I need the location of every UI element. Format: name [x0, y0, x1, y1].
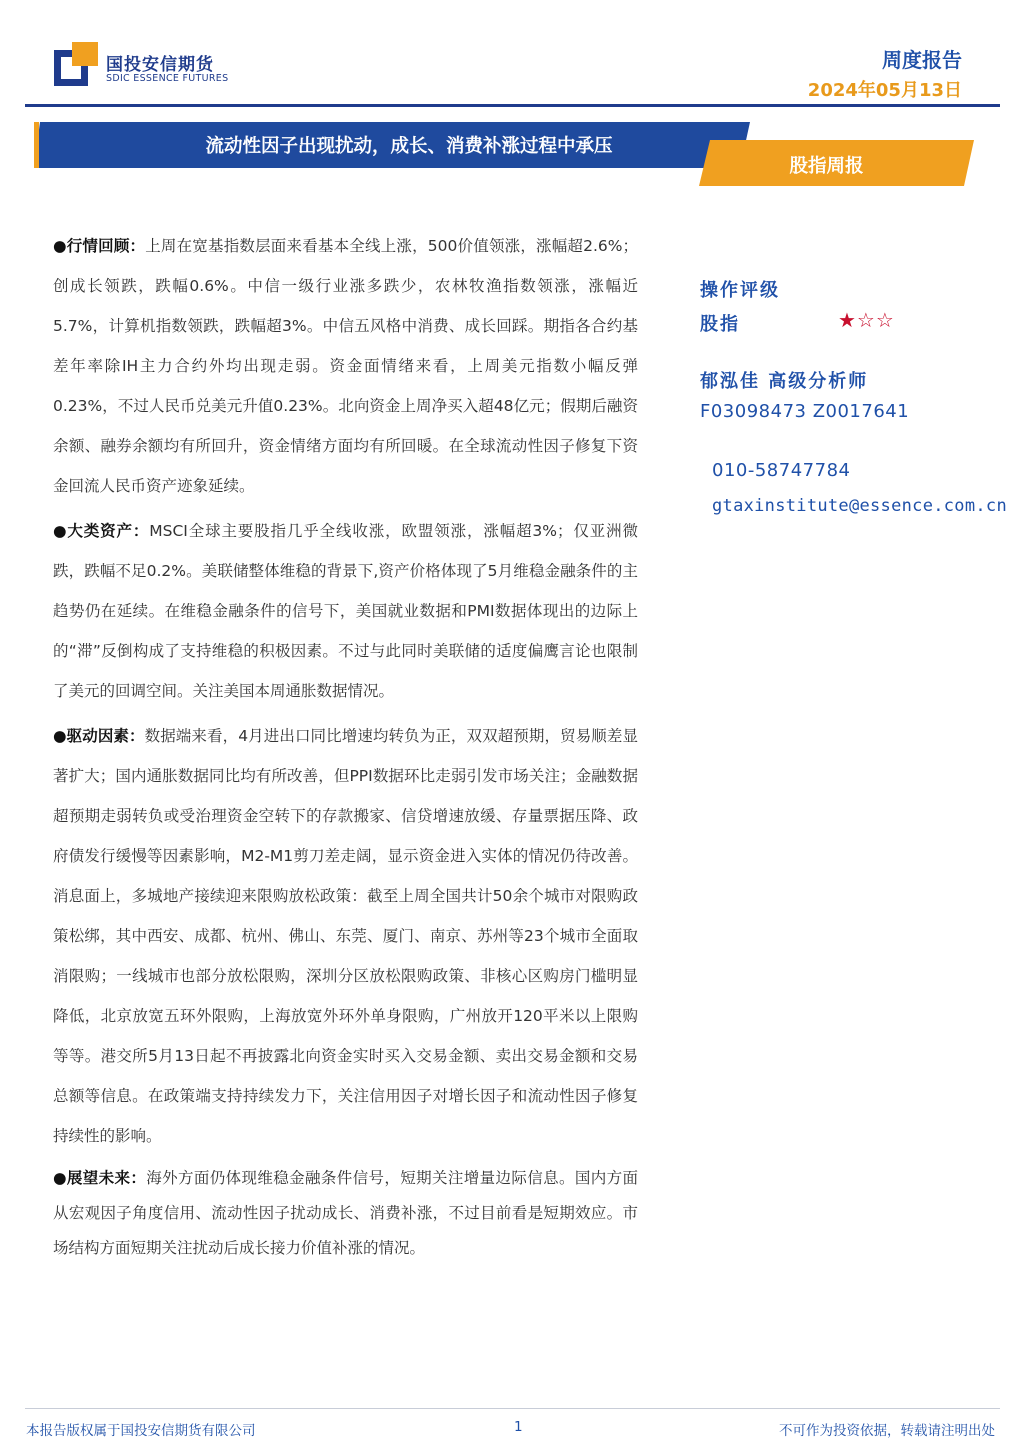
- logo-text-cn: 国投安信期货: [106, 55, 214, 75]
- paragraph-text: 数据端来看，4月进出口同比增速均转负为正，双双超预期，贸易顺差显著扩大；国内通胀数据同比均有所改善，但PPI数据环比走弱引发市场关注；金融数据超预期走弱转负或受治理资金空转下的存款搬家、信贷增速放缓、存量票据压降、政府债发行缓慢等因素影响，M2-M1剪刀差走阔，显示资金进入实体的情况仍待改善。消息面上，多城地产接续迎来限购放松政策：截至上周全国共计50余个城市对限购政策松绑，其中西安、成都、杭州、佛山、东莞、厦门、南京、苏州等23个城市全面取消限购；一线城市也部分放松限购，深圳分区放松限购政策、非核心区购房门槛明显降低，北京放宽五环外限购，上海放宽外环外单身限购，广州放开120平米以上限购等等。港交所5月13日起不再披露北向资金实时买入交易金额、卖出交易金额和交易总额等信息。在政策端支持持续发力下，关注信用因子对增长因子和流动性因子修复持续性的影响。: [53, 727, 638, 1145]
- paragraph-lead: ●大类资产：: [53, 522, 150, 540]
- analyst-license-codes: F03098473 Z0017641: [700, 401, 910, 422]
- contact-phone: 010-58747784: [712, 460, 851, 481]
- paragraph-lead: ●展望未来：: [53, 1169, 147, 1187]
- logo-mark-icon: [54, 42, 98, 86]
- paragraph-major-assets: [53, 511, 638, 711]
- paragraph-outlook: [53, 1161, 638, 1266]
- paragraph-market-review: [53, 226, 638, 506]
- logo-text-en: SDIC ESSENCE FUTURES: [106, 73, 229, 84]
- page-number: 1: [514, 1419, 523, 1435]
- contact-email[interactable]: gtaxinstitute@essence.com.cn: [712, 496, 1007, 516]
- paragraph-text: 上周在宽基指数层面来看基本全线上涨，500价值领涨，涨幅超2.6%；创成长领跌，跌幅0.6%。中信一级行业涨多跌少，农林牧渔指数领涨，涨幅近5.7%，计算机指数领跌，跌幅超3%。中信五风格中消费、成长回踩。期指各合约基差年率除IH主力合约外均出现走弱。资金面情绪来看，上周美元指数小幅反弹0.23%，不过人民币兑美元升值0.23%。北向资金上周净买入超48亿元；假期后融资余额、融券余额均有所回升，资金情绪方面均有所回暖。在全球流动性因子修复下资金回流人民币资产迹象延续。: [53, 237, 639, 495]
- paragraph-text: MSCI全球主要股指几乎全线收涨，欧盟领涨，涨幅超3%；仅亚洲微跌，跌幅不足0.2%。美联储整体维稳的背景下,资产价格体现了5月维稳金融条件的主趋势仍在延续。在维稳金融条件的信号下，美国就业数据和PMI数据体现出的边际上的“滞”反倒构成了支持维稳的积极因素。不过与此同时美联储的适度偏鹰言论也限制了美元的回调空间。关注美国本周通胀数据情况。: [53, 522, 638, 700]
- paragraph-lead: ●行情回顾：: [53, 237, 146, 255]
- paragraph-drivers: [53, 716, 638, 1156]
- company-logo: [54, 42, 234, 88]
- rating-stars-icon: ★☆☆: [838, 308, 895, 332]
- paragraph-text: 海外方面仍体现维稳金融条件信号，短期关注增量边际信息。国内方面从宏观因子角度信用、流动性因子扰动成长、消费补涨，不过目前看是短期效应。市场结构方面短期关注扰动后成长接力价值补涨的情况。: [53, 1169, 638, 1257]
- report-body: [53, 226, 638, 1266]
- rating-item: 股指: [700, 314, 740, 335]
- analyst-name: 郁泓佳 高级分析师: [700, 371, 869, 392]
- report-date: 2024年05月13日: [807, 80, 962, 101]
- title-banner: [34, 122, 984, 192]
- report-title: 流动性因子出现扰动，成长、消费补涨过程中承压: [205, 136, 613, 157]
- footer-disclaimer: 不可作为投资依据，转载请注明出处: [779, 1423, 995, 1439]
- paragraph-lead: ●驱动因素：: [53, 727, 145, 745]
- report-type: 周度报告: [882, 48, 962, 72]
- rating-label: 操作评级: [700, 280, 780, 301]
- footer-divider: [25, 1408, 1000, 1409]
- report-category-tag: 股指周报: [789, 156, 864, 177]
- header-divider: [25, 104, 1000, 107]
- footer-copyright: 本报告版权属于国投安信期货有限公司: [26, 1423, 256, 1439]
